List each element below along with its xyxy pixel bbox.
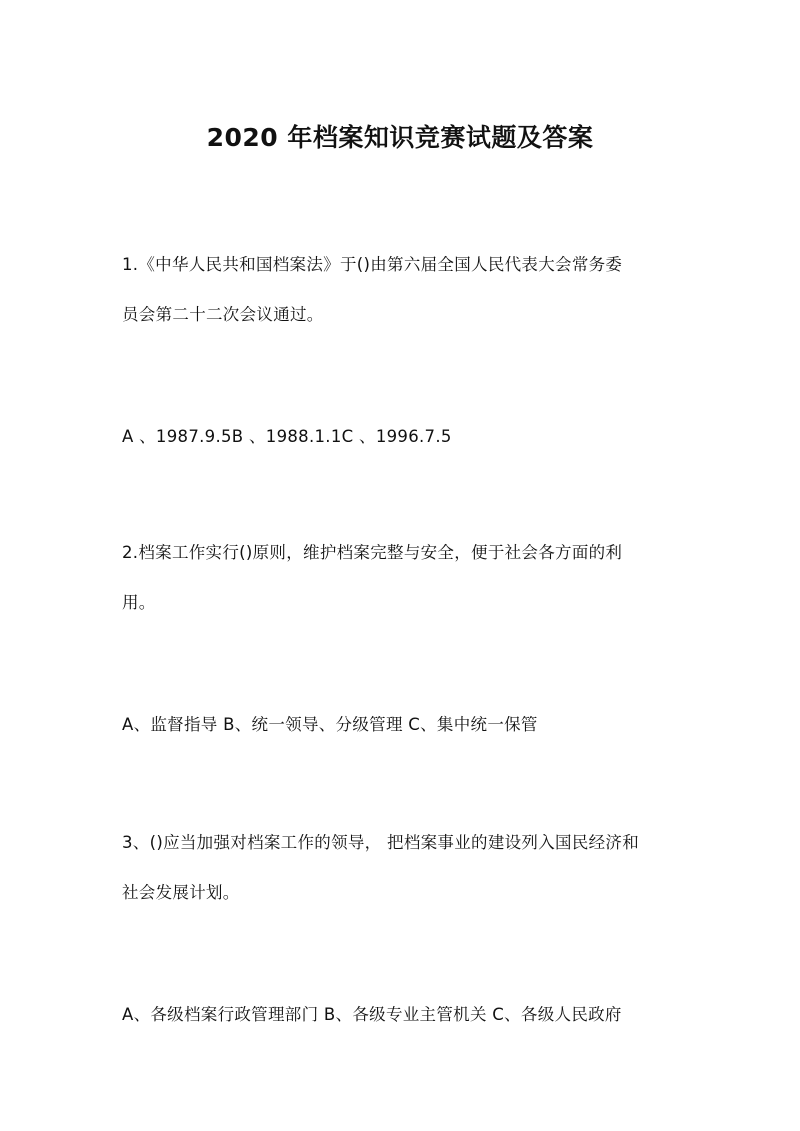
question-3-line-1: 3、()应当加强对档案工作的领导， 把档案事业的建设列入国民经济和 [122, 833, 640, 852]
question-1-line-1: 1.《中华人民共和国档案法》于()由第六届全国人民代表大会常务委 [122, 255, 623, 274]
question-1-options [122, 412, 692, 462]
question-3-options-text: A、各级档案行政管理部门 B、各级专业主管机关 C、各级人民政府 [122, 1005, 622, 1024]
page-title: 2020 年档案知识竞赛试题及答案 [206, 123, 594, 152]
question-1-line-2: 员会第二十二次会议通过。 [122, 305, 324, 324]
question-1 [122, 240, 692, 340]
question-3-line-2: 社会发展计划。 [122, 883, 240, 902]
question-3 [122, 818, 692, 918]
question-3-options [122, 990, 692, 1040]
question-2-line-2: 用。 [122, 593, 156, 612]
question-2-options [122, 700, 692, 750]
question-1-options-text: A 、1987.9.5B 、1988.1.1C 、1996.7.5 [122, 427, 452, 446]
question-2-options-text: A、监督指导 B、统一领导、分级管理 C、集中统一保管 [122, 715, 538, 734]
question-2 [122, 528, 692, 628]
question-2-line-1: 2.档案工作实行()原则，维护档案完整与安全，便于社会各方面的利 [122, 543, 623, 562]
